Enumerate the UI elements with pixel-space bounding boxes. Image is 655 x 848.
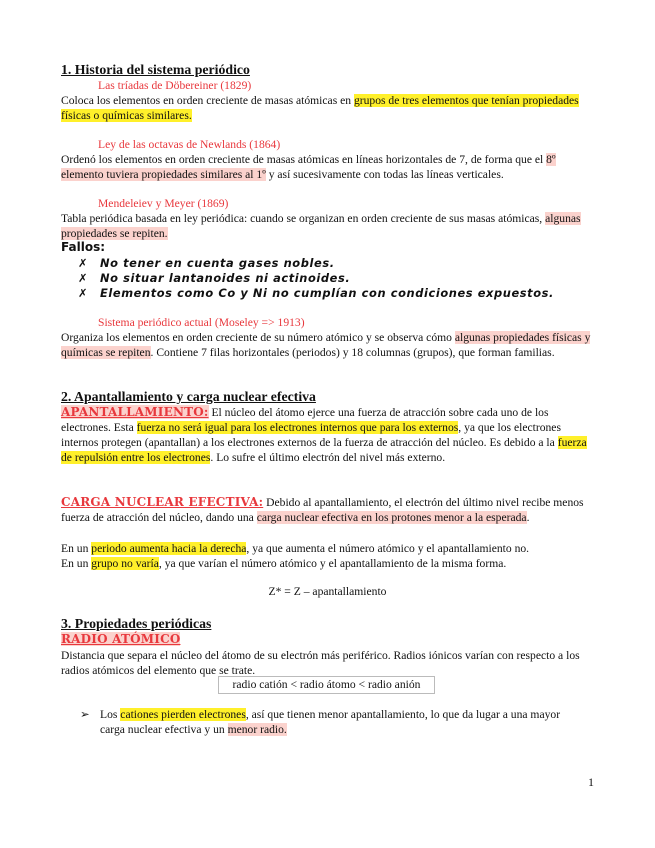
apant-text-2: , ya que los electrones internos protegen (apantallan) a los electrones externos de la fuerza de atracción del núcleo. Es debido a la <box>61 421 561 449</box>
periodo-highlight: periodo aumenta hacia la derecha <box>91 542 247 555</box>
mendeleiev-title: Mendeleiev y Meyer (1869) <box>98 197 229 210</box>
fallo-text: No tener en cuenta gases nobles. <box>100 256 335 270</box>
radio-label: RADIO ATÓMICO <box>61 632 181 646</box>
periodo-text-1: En un <box>61 542 92 555</box>
carga-text-1: Debido al apantallamiento, el electrón del último nivel recibe menos fuerza de atracción del núcleo, dando una <box>61 496 584 524</box>
grupo-text-2: , ya que varían el número atómico y el apantallamiento de la misma forma. <box>158 557 507 570</box>
triadas-paragraph <box>61 93 596 123</box>
grupo-line <box>61 556 596 571</box>
actual-text-1: Organiza los elementos en orden creciente de su número atómico y se observa cómo <box>61 331 455 344</box>
apant-text-3: . Lo sufre el último electrón del nivel más externo. <box>210 451 446 464</box>
mendeleiev-paragraph <box>61 211 596 241</box>
cross-icon: ✗ <box>78 256 89 270</box>
fallo-item <box>78 271 350 286</box>
grupo-text-1: En un <box>61 557 92 570</box>
periodo-text-2: , ya que aumenta el número atómico y el apantallamiento no. <box>246 542 530 555</box>
triadas-title: Las tríadas de Döbereiner (1829) <box>98 79 252 92</box>
carga-highlight: carga nuclear efectiva en los protones menor a la esperada <box>256 511 527 524</box>
fallo-text: Elementos como Co y Ni no cumplían con condiciones expuestos. <box>100 286 554 300</box>
carga-paragraph <box>61 495 596 525</box>
carga-text-2: . <box>526 511 530 524</box>
radio-label-row <box>61 632 596 647</box>
fallo-item <box>78 286 554 301</box>
actual-title: Sistema periódico actual (Moseley => 1913) <box>98 316 305 329</box>
arrow-bullet-icon: ➢ <box>80 708 90 721</box>
fallo-item <box>78 256 335 271</box>
radio-comparison-box: radio catión < radio átomo < radio anión <box>218 676 435 694</box>
octavas-paragraph <box>61 152 596 182</box>
actual-text-2: . Contiene 7 filas horizontales (periodos) y 18 columnas (grupos), que forman familias. <box>150 346 555 359</box>
bullet-text-1: Los <box>100 708 121 721</box>
mendeleiev-highlight: algunas propiedades se repiten. <box>61 212 581 240</box>
bullet-text-2: , así que tienen menor apantallamiento, lo que da lugar a una mayor carga nuclear efectiva y un <box>100 708 561 736</box>
apant-text-1: El núcleo del átomo ejerce una fuerza de atracción sobre cada uno de los electrones. Esta <box>61 406 549 434</box>
section-2-heading: 2. Apantallamiento y carga nuclear efectiva <box>61 389 316 404</box>
octavas-text-2: y así sucesivamente con todas las líneas verticales. <box>265 168 504 181</box>
apant-highlight-1: fuerza no será igual para los electrones internos que para los externos <box>136 421 459 434</box>
bullet-text <box>100 707 570 737</box>
grupo-highlight: grupo no varía <box>91 557 159 570</box>
actual-highlight: algunas propiedades físicas y químicas se repiten <box>61 331 591 359</box>
triadas-highlight: grupos de tres elementos que tenían propiedades físicas o químicas similares. <box>61 94 579 122</box>
apantallamiento-label: APANTALLAMIENTO: <box>61 405 209 419</box>
octavas-title: Ley de las octavas de Newlands (1864) <box>98 138 281 151</box>
triadas-text: Coloca los elementos en orden creciente de masas atómicas en <box>61 94 354 107</box>
octavas-highlight: 8º elemento tuviera propiedades similares al 1º <box>61 153 556 181</box>
fallos-title: Fallos: <box>61 240 106 254</box>
cross-icon: ✗ <box>78 271 89 285</box>
section-3-heading: 3. Propiedades periódicas <box>61 616 212 631</box>
bullet-highlight-1: cationes pierden electrones <box>120 708 246 721</box>
fallo-text: No situar lantanoides ni actinoides. <box>100 271 351 285</box>
apant-highlight-2: fuerza de repulsión entre los electrones <box>61 436 587 464</box>
actual-paragraph <box>61 330 596 360</box>
periodo-line <box>61 541 596 556</box>
cross-icon: ✗ <box>78 286 89 300</box>
page-number: 1 <box>588 775 594 789</box>
section-1-heading: 1. Historia del sistema periódico <box>61 62 250 77</box>
carga-label: CARGA NUCLEAR EFECTIVA: <box>61 495 264 509</box>
radio-paragraph: Distancia que separa el núcleo del átomo de su electrón más periférico. Radios iónicos varían con respecto a los radios atómicos del elemento que se trate. <box>61 649 580 677</box>
apantallamiento-paragraph <box>61 405 596 465</box>
formula: Z* = Z – apantallamiento <box>268 585 387 598</box>
bullet-highlight-2: menor radio. <box>227 723 287 736</box>
mendeleiev-text: Tabla periódica basada en ley periódica: cuando se organizan en orden creciente de sus masas atómicas, <box>61 212 546 225</box>
octavas-text-1: Ordenó los elementos en orden creciente de masas atómicas en líneas horizontales de 7, de forma que el <box>61 153 547 166</box>
